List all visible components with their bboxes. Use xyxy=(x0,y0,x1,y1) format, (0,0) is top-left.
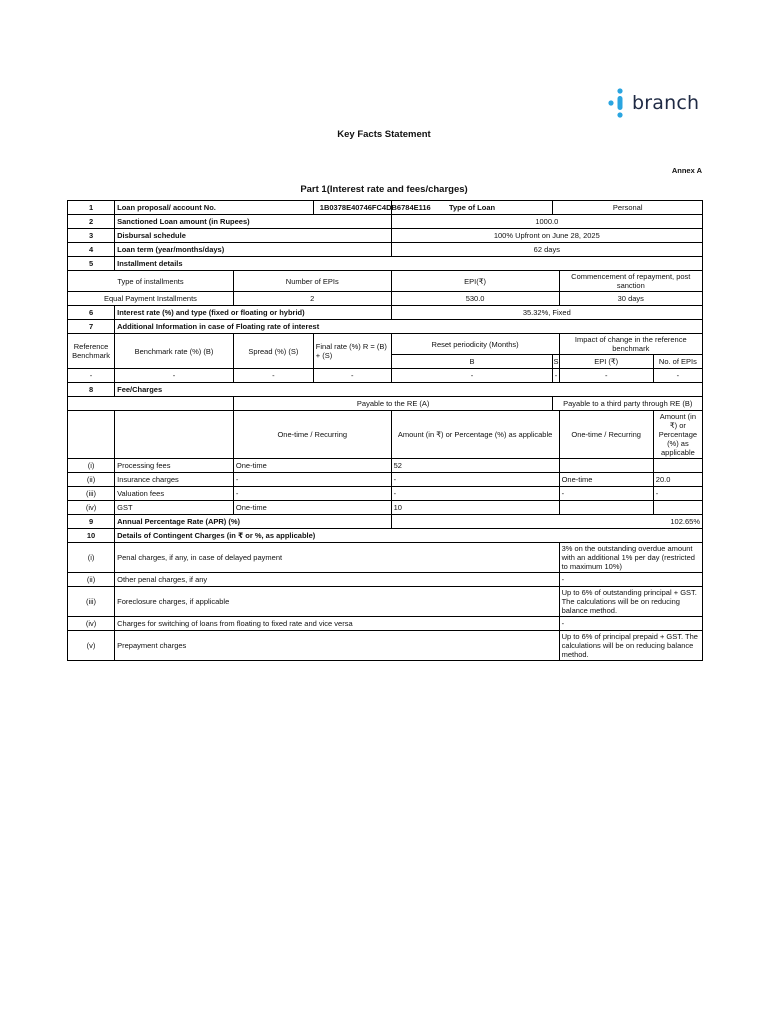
contingent-value: 3% on the outstanding overdue amount with an additional 1% per day (restricted to maximum 10%) xyxy=(559,543,702,573)
row-label: Interest rate (%) and type (fixed or floating or hybrid) xyxy=(115,306,392,320)
row-label: Details of Contingent Charges (in ₹ or %, as applicable) xyxy=(115,529,703,543)
disbursal-schedule: 100% Upfront on June 28, 2025 xyxy=(391,229,702,243)
contingent-name: Prepayment charges xyxy=(115,631,559,661)
fees-subheader-row xyxy=(68,411,703,459)
row-number: 3 xyxy=(68,229,115,243)
row-number: 1 xyxy=(68,201,115,215)
floating-value: - xyxy=(68,369,115,383)
payable-re-header: Payable to the RE (A) xyxy=(233,397,553,411)
row-label: Loan proposal/ account No. xyxy=(115,201,314,215)
commencement-header: Commencement of repayment, post sanction xyxy=(559,271,702,292)
contingent-value: Up to 6% of principal prepaid + GST. The calculations will be on reducing balance method. xyxy=(559,631,702,661)
fee-tp-type: - xyxy=(559,487,653,501)
floating-value: - xyxy=(233,369,313,383)
fee-tp-type xyxy=(559,501,653,515)
fee-tp-type: One-time xyxy=(559,473,653,487)
fee-re-type: One-time xyxy=(233,501,391,515)
contingent-name: Charges for switching of loans from floating to fixed rate and vice versa xyxy=(115,617,559,631)
interest-rate: 35.32%, Fixed xyxy=(391,306,702,320)
fees-header-row xyxy=(68,397,703,411)
row-number: 5 xyxy=(68,257,115,271)
fee-name: Valuation fees xyxy=(115,487,234,501)
table-row xyxy=(68,201,703,215)
fee-name: Insurance charges xyxy=(115,473,234,487)
table-row xyxy=(68,257,703,271)
contingent-row xyxy=(68,617,703,631)
table-row xyxy=(68,215,703,229)
fee-name: GST xyxy=(115,501,234,515)
installment-value-row xyxy=(68,292,703,306)
branch-logo-icon xyxy=(606,86,628,120)
floating-value-row xyxy=(68,369,703,383)
final-rate-header: Final rate (%) R = (B) + (S) xyxy=(313,334,391,369)
fee-re-type: - xyxy=(233,473,391,487)
tp-onetime-header: One-time / Recurring xyxy=(559,411,653,459)
fee-tp-amount: - xyxy=(653,487,702,501)
spread-header: Spread (%) (S) xyxy=(233,334,313,369)
epi-count: 2 xyxy=(233,292,391,306)
fee-number: (iv) xyxy=(68,501,115,515)
contingent-number: (i) xyxy=(68,543,115,573)
table-row xyxy=(68,306,703,320)
contingent-number: (ii) xyxy=(68,573,115,587)
s-header: S xyxy=(553,355,559,369)
floating-value: - xyxy=(115,369,234,383)
empty-cell xyxy=(115,411,234,459)
floating-value: - xyxy=(553,369,559,383)
row-label: Fee/Charges xyxy=(115,383,703,397)
row-number: 4 xyxy=(68,243,115,257)
brand-name: branch xyxy=(632,92,700,114)
installment-header-row xyxy=(68,271,703,292)
contingent-row xyxy=(68,573,703,587)
loan-type-label: Type of Loan xyxy=(391,201,553,215)
floating-header-row xyxy=(68,334,703,355)
table-row xyxy=(68,229,703,243)
fee-tp-amount xyxy=(653,459,702,473)
fee-re-amount: - xyxy=(391,473,559,487)
fee-re-amount: - xyxy=(391,487,559,501)
fee-re-amount: 10 xyxy=(391,501,559,515)
re-onetime-header: One-time / Recurring xyxy=(233,411,391,459)
fee-number: (iii) xyxy=(68,487,115,501)
impact-header: Impact of change in the reference benchmark xyxy=(559,334,702,355)
fee-tp-type xyxy=(559,459,653,473)
document-title: Key Facts Statement xyxy=(337,129,431,140)
contingent-name: Penal charges, if any, in case of delayed payment xyxy=(115,543,559,573)
row-label: Disbursal schedule xyxy=(115,229,392,243)
installment-type: Equal Payment Installments xyxy=(68,292,234,306)
fee-name: Processing fees xyxy=(115,459,234,473)
commencement: 30 days xyxy=(559,292,702,306)
row-label: Installment details xyxy=(115,257,703,271)
fee-row xyxy=(68,487,703,501)
row-number: 2 xyxy=(68,215,115,229)
empty-cell xyxy=(68,397,234,411)
row-number: 10 xyxy=(68,529,115,543)
b-header: B xyxy=(391,355,553,369)
reset-periodicity-header: Reset periodicity (Months) xyxy=(391,334,559,355)
row-label: Additional Information in case of Floating rate of interest xyxy=(115,320,703,334)
fee-re-type: One-time xyxy=(233,459,391,473)
part-heading: Part 1(Interest rate and fees/charges) xyxy=(300,184,468,195)
loan-type-value: Personal xyxy=(553,201,703,215)
contingent-row xyxy=(68,543,703,573)
table-row xyxy=(68,383,703,397)
fee-tp-amount xyxy=(653,501,702,515)
floating-value: - xyxy=(313,369,391,383)
contingent-value: Up to 6% of outstanding principal + GST. The calculations will be on reducing balance method. xyxy=(559,587,702,617)
epi-count-header: Number of EPIs xyxy=(233,271,391,292)
branch-logo xyxy=(606,86,706,120)
contingent-value: - xyxy=(559,617,702,631)
contingent-value: - xyxy=(559,573,702,587)
contingent-number: (v) xyxy=(68,631,115,661)
table-row xyxy=(68,243,703,257)
contingent-name: Other penal charges, if any xyxy=(115,573,559,587)
apr-value: 102.65% xyxy=(391,515,702,529)
empty-cell xyxy=(68,411,115,459)
sanctioned-amount: 1000.0 xyxy=(391,215,702,229)
benchmark-rate-header: Benchmark rate (%) (B) xyxy=(115,334,234,369)
row-number: 7 xyxy=(68,320,115,334)
row-label: Sanctioned Loan amount (in Rupees) xyxy=(115,215,392,229)
payable-third-party-header: Payable to a third party through RE (B) xyxy=(553,397,703,411)
fee-number: (ii) xyxy=(68,473,115,487)
installment-type-header: Type of installments xyxy=(68,271,234,292)
contingent-number: (iii) xyxy=(68,587,115,617)
floating-value: - xyxy=(653,369,702,383)
account-number: 1B0378E40746FC4DB6784E116 xyxy=(313,201,391,215)
loan-term: 62 days xyxy=(391,243,702,257)
row-label: Loan term (year/months/days) xyxy=(115,243,392,257)
epi-amount: 530.0 xyxy=(391,292,559,306)
fee-row xyxy=(68,459,703,473)
fee-row xyxy=(68,501,703,515)
fee-re-amount: 52 xyxy=(391,459,559,473)
row-label: Annual Percentage Rate (APR) (%) xyxy=(115,515,392,529)
floating-value: - xyxy=(391,369,553,383)
contingent-row xyxy=(68,587,703,617)
key-facts-table xyxy=(67,200,703,661)
tp-amount-header: Amount (in ₹) or Percentage (%) as applicable xyxy=(653,411,702,459)
row-number: 6 xyxy=(68,306,115,320)
fee-tp-amount: 20.0 xyxy=(653,473,702,487)
epi-amount-header: EPI(₹) xyxy=(391,271,559,292)
row-number: 9 xyxy=(68,515,115,529)
epi-header: EPI (₹) xyxy=(559,355,653,369)
fee-re-type: - xyxy=(233,487,391,501)
re-amount-header: Amount (in ₹) or Percentage (%) as applicable xyxy=(391,411,559,459)
fee-number: (i) xyxy=(68,459,115,473)
table-row xyxy=(68,320,703,334)
fee-row xyxy=(68,473,703,487)
floating-value: - xyxy=(559,369,653,383)
contingent-row xyxy=(68,631,703,661)
reference-benchmark-header: Reference Benchmark xyxy=(68,334,115,369)
table-row xyxy=(68,515,703,529)
contingent-name: Foreclosure charges, if applicable xyxy=(115,587,559,617)
annex-label: Annex A xyxy=(671,166,702,175)
row-number: 8 xyxy=(68,383,115,397)
contingent-number: (iv) xyxy=(68,617,115,631)
no-of-epis-header: No. of EPIs xyxy=(653,355,702,369)
table-row xyxy=(68,529,703,543)
